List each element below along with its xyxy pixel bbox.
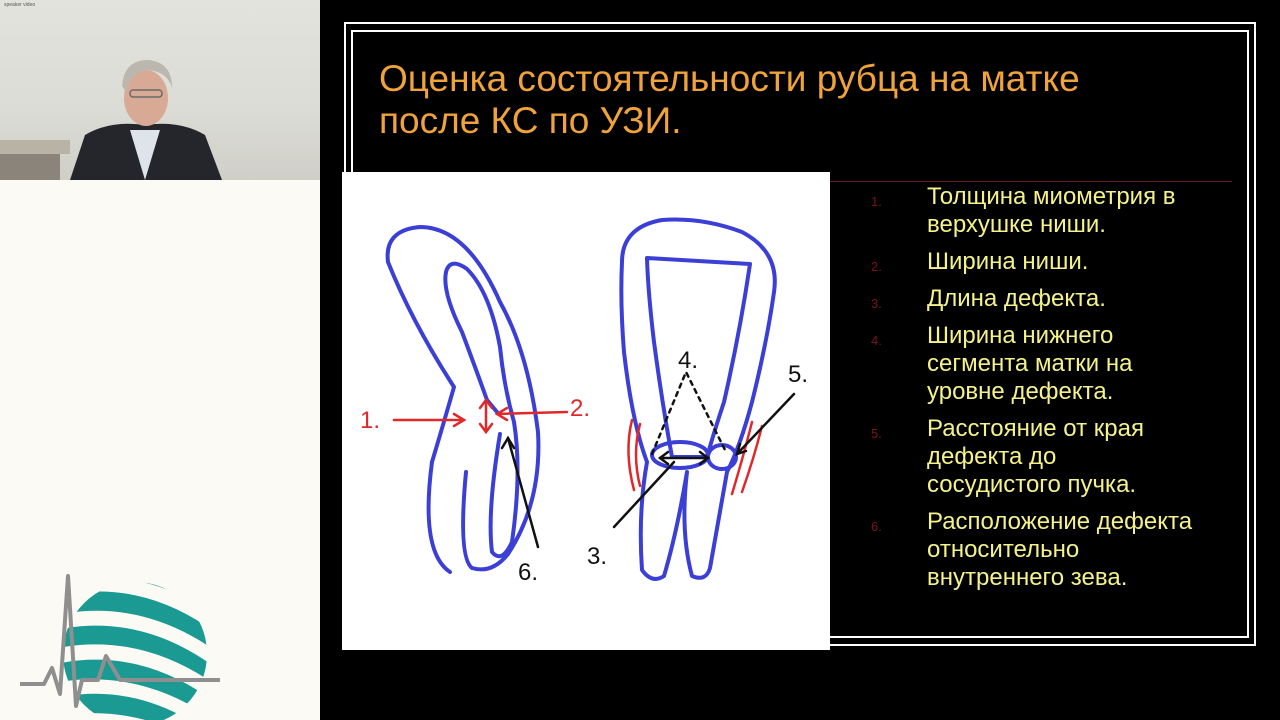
logo-icon — [20, 556, 220, 720]
diagram-label-2: 2. — [570, 395, 591, 422]
slide-title — [379, 58, 1219, 142]
diagram-label-1: 1. — [360, 407, 381, 434]
criteria-item: 1. Толщина миометрия в верхушке ниши. — [871, 183, 1176, 238]
right-uterus-outline — [621, 220, 774, 579]
diagram-label-6: 6. — [518, 559, 539, 586]
uterus-diagram — [342, 172, 830, 650]
slide-title-line-2: после КС по УЗИ. — [379, 100, 682, 141]
diagram-label-5: 5. — [788, 361, 809, 388]
arrow-2-line — [497, 412, 567, 414]
speaker-image — [0, 0, 320, 180]
slide — [320, 0, 1280, 720]
slide-title-line-1: Оценка состоятельности рубца на матке — [379, 58, 1080, 99]
diagram-label-4: 4. — [678, 347, 699, 374]
criteria-item-number: 6. — [871, 519, 882, 534]
criteria-item: 6. Расположение дефекта относительно внутреннего зева. — [871, 508, 1193, 591]
arrow-6-head — [502, 438, 514, 448]
criteria-item: 4. Ширина нижнего сегмента матки на уровне дефекта. — [871, 322, 1133, 405]
criteria-item-number: 5. — [871, 426, 882, 441]
webcam-video — [0, 0, 320, 180]
webcam-label: speaker video — [4, 2, 36, 8]
criteria-item: 3. Длина дефекта. — [860, 285, 1240, 313]
criteria-item: 2. Ширина ниши. — [860, 248, 1240, 276]
left-panel — [0, 0, 320, 720]
left-cavity-outline — [446, 264, 518, 557]
criteria-item-number: 1. — [871, 194, 882, 209]
right-vessel-mark-2 — [742, 426, 762, 492]
criteria-item-number: 3. — [871, 296, 882, 311]
criteria-item-number: 2. — [871, 259, 882, 274]
criteria-item: 5. Расстояние от края дефекта до сосудистого пучка. — [871, 415, 1144, 498]
left-vessel-mark-1 — [628, 420, 634, 490]
diagram-label-3: 3. — [587, 543, 608, 570]
criteria-list — [860, 183, 1240, 601]
criteria-item-number: 4. — [871, 333, 882, 348]
